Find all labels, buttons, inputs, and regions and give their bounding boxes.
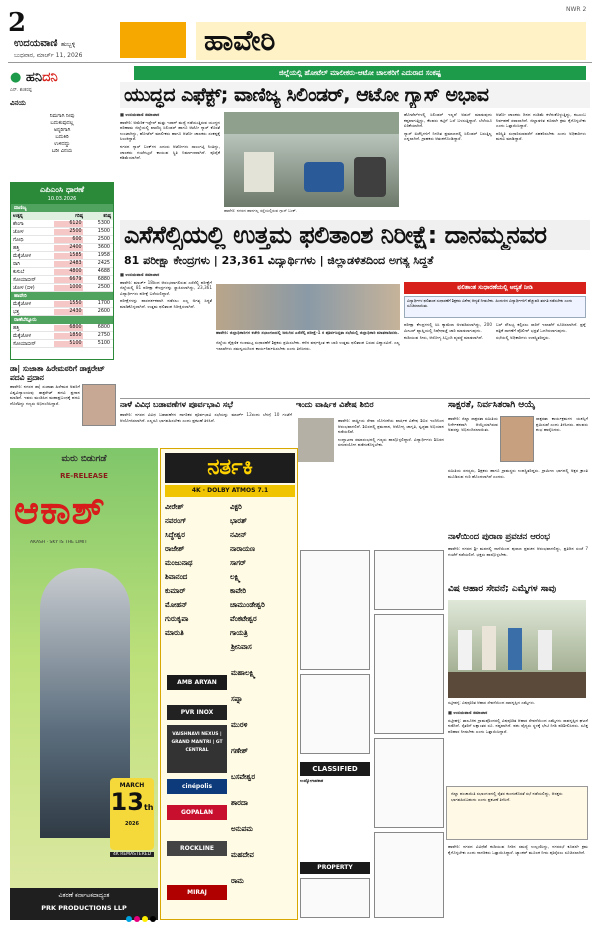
market-row: ಹತ್ತಿ 2400 3600 bbox=[11, 244, 113, 252]
page-number: 2 bbox=[8, 8, 27, 38]
theatre-name: ಮಾರುತಿ bbox=[165, 629, 184, 637]
market-row: ಕುಸುಬೆ 4800 4688 bbox=[11, 268, 113, 276]
movie-producer: ವಿತರಣೆ ಕರ್ನಾಟಕದಾದ್ಯಂತ PRK PRODUCTIONS LLP bbox=[10, 888, 158, 920]
info-strip: ವಿದ್ಯಾರ್ಥಿಗಳ ಫಲಿತಾಂಶ ಸುಧಾರಣೆಗೆ ಶಿಕ್ಷಕರು ವಿಶೇಷ ಆದ್ಯತೆ ನೀಡಬೇಕು. ಹಿಂದುಳಿದ ವಿದ್ಯಾರ್ಥಿಗಳಿಗೆ ಹೆಚ್ಚುವರಿ ತರಗತಿ ನಡೆಸಬೇಕು ಎಂದು ಸೂಚಿಸಲಾಯಿತು. bbox=[404, 296, 586, 318]
market-row: ಜೋಳ 2500 1500 bbox=[11, 228, 113, 236]
theatre-row bbox=[165, 501, 295, 513]
market-row: ಶೇಂಗಾ 6120 5300 bbox=[11, 220, 113, 228]
market-row: ಹತ್ತಿ 6800 6800 bbox=[11, 324, 113, 332]
classified-label: CLASSIFIED bbox=[300, 762, 370, 776]
doctorate-photo bbox=[82, 384, 116, 426]
sslc-headline: ಎಸೆಸೆಲ್ಸಿಯಲ್ಲಿ ಉತ್ತಮ ಫಲಿತಾಂಶ ನಿರೀಕ್ಷೆ: ದಾನಮ್ಮನವರ bbox=[120, 220, 590, 250]
classified-ad-box bbox=[300, 878, 370, 918]
theatre-row bbox=[231, 693, 295, 705]
theatre-name: ಶಾರದಾ bbox=[231, 799, 249, 807]
theatre-row bbox=[165, 585, 295, 597]
theatre-row bbox=[231, 823, 295, 835]
theatre-row bbox=[231, 849, 295, 861]
market-row: ಮೆಕ್ಕೆಜೋಳ 1585 1958 bbox=[11, 252, 113, 260]
classified-ad-box bbox=[374, 614, 444, 734]
theatre-name: ಚಾಮುಂಡೇಶ್ವರಿ bbox=[230, 601, 265, 609]
theatre-row bbox=[231, 641, 295, 653]
notice-box: ಜಿಲ್ಲಾ ಪಂಚಾಯಿತಿ ಸಭಾಂಗಣದಲ್ಲಿ ರೈತರ ಕುಂದುಕೊರತೆ ಸಭೆ ನಡೆಯಲಿದ್ದು, ಆಸಕ್ತರು ಭಾಗವಹಿಸಬಹುದು ಎಂದು ಪ್ರಕಟಣೆ ತಿಳಿಸಿದೆ. bbox=[446, 786, 588, 840]
theatre-name: ಅನುಪಮ bbox=[231, 825, 253, 833]
buffalo-photo bbox=[448, 600, 586, 698]
theatre-name: ಲಕ್ಷ್ಮಿ bbox=[230, 573, 241, 581]
chain-logo: PVR INOX bbox=[167, 705, 227, 720]
visha-body: ■ ಉದಯವಾಣಿ ಸಮಾಚಾರ ರಟ್ಟೀಹಳ್ಳಿ: ತಾಲೂಕಿನ ಗ್ರಾಮವೊಂದರಲ್ಲಿ ವಿಷಪೂರಿತ ಆಹಾರ ಸೇವನೆಯಿಂದ ಎಮ್ಮೆಗಳು ಸಾವನ್ನಪ್ಪಿದ ಘಟನೆ ನಡೆದಿದೆ. ರೈತರಿಗೆ ಲಕ್ಷಾಂತರ ರೂ. ನಷ್ಟವಾಗಿದೆ. ಪಶು ವೈದ್ಯರು ಸ್ಥಳಕ್ಕೆ ಭೇಟಿ ನೀಡಿ ಪರಿಶೀಲಿಸಿದರು. ಸೂಕ್ತ ಪರಿಹಾರ ನೀಡಬೇಕು ಎಂದು ಒತ್ತಾಯಿಸಿದ್ದಾರೆ. bbox=[448, 710, 588, 734]
date-line: ಬುಧವಾರ, ಮಾರ್ಚ್ 11, 2026 bbox=[14, 52, 83, 59]
registration-dot bbox=[142, 916, 148, 922]
gas-bunk-photo bbox=[224, 112, 399, 207]
market-row: ಭತ್ತ 2430 2600 bbox=[11, 308, 113, 316]
chain-logo: MIRAJ bbox=[167, 885, 227, 900]
apmc-market-rates bbox=[10, 182, 114, 360]
theatre-name: ಕುಮಾರ್ bbox=[165, 587, 186, 595]
registration-dot bbox=[126, 916, 132, 922]
hanidani-header: ● ಹನಿದನಿ ಎನ್. ಶಂಕರಪ್ಪ bbox=[10, 70, 58, 93]
movie-rerelease-kn: ಮರು ಬಿಡುಗಡೆ bbox=[61, 454, 107, 464]
market-section: ಹಾವೇರಿ bbox=[11, 292, 113, 300]
indu-photo bbox=[298, 418, 334, 462]
theatre-name: ಮೋಹನ್ bbox=[165, 601, 188, 609]
sslc-photo-caption: ಹಾವೇರಿ: ಜಿಲ್ಲಾಧಿಕಾರಿಗಳ ಕಚೇರಿ ಸಭಾಂಗಣದಲ್ಲಿ ಜರುಗಿದ ಎಸೆಸೆಲ್ಸಿ ಪರೀಕ್ಷೆ-1 ರ ಪೂರ್ವಸಿದ್ಧತಾ ಸಭೆಯಲ್ಲಿ ಜಿಲ್ಲಾಧಿಕಾರಿ ಮಾತನಾಡಿದರು. bbox=[216, 330, 399, 335]
divider bbox=[120, 398, 590, 399]
main-kicker: ಜಿಲ್ಲೆಯಲ್ಲಿ ಹೋಟೆಲ್ ಮಾಲೀಕರು-ಆಟೋ ಚಾಲಕರಿಗೆ ಎದುರಾದ ಸಂಕಷ್ಟ bbox=[134, 66, 586, 80]
city-tag-block bbox=[120, 22, 186, 58]
edition-tag: NWR 2 bbox=[566, 6, 587, 13]
theatre-name: ಮಹದೇವ bbox=[231, 851, 254, 859]
main-headline: ಯುದ್ಧದ ಎಫೆಕ್ಟ್; ವಾಣಿಜ್ಯ ಸಿಲಿಂಡರ್, ಆಟೋ ಗ್ಯಾಸ್ ಅಭಾವ bbox=[120, 82, 590, 108]
saksharate-headline: ಸಾಕ್ಷರತೆ, ನಿರ್ವಸಿತರಾಗಿ ಆಯ್ಕೆ bbox=[448, 400, 536, 410]
market-row: ಜೋಳ (ಬಿಳಿ) 1000 2500 bbox=[11, 284, 113, 292]
saksh-body-3: ಸಮಿತಿಯ ಸದಸ್ಯರು, ಶಿಕ್ಷಕರು ಹಾಗೂ ಗ್ರಾಮಸ್ಥರು ಉಪಸ್ಥಿತರಿದ್ದರು. ಗ್ರಾಮೀಣ ಭಾಗದಲ್ಲಿ ಅಕ್ಷರ ಕ್ರಾಂತಿ ಮೂಡಿಸುವ ಗುರಿ ಹೊಂದಲಾಗಿದೆ ಎಂದರು. bbox=[448, 468, 588, 479]
property-label: PROPERTY bbox=[300, 862, 370, 874]
theatre-name: ಸಪ್ನಾ bbox=[231, 695, 243, 703]
theatre-name: ಗುರುಕೃಪಾ bbox=[165, 615, 189, 623]
buffalo-caption: ರಟ್ಟೀಹಳ್ಳಿ: ವಿಷಪೂರಿತ ಆಹಾರ ಸೇವನೆಯಿಂದ ಸಾವನ್ನಪ್ಪಿದ ಎಮ್ಮೆಗಳು. bbox=[448, 700, 536, 705]
theatre-row bbox=[165, 529, 295, 541]
classified-ad-box bbox=[374, 738, 444, 828]
theatre-name: ನವರಂಗ್ bbox=[165, 517, 187, 525]
theatre-name: ಮುರಳಿ bbox=[231, 721, 248, 729]
saksharate-photo bbox=[500, 416, 534, 462]
theatre-name: ಗಾಯತ್ರಿ bbox=[230, 629, 248, 637]
bottom-body: ಹಾವೇರಿ: ನಗರದ ವಿವಿಧೆಡೆ ಕುಡಿಯುವ ನೀರಿನ ಸಮಸ್ಯೆ ಉಲ್ಬಣಿಸಿದ್ದು, ನಗರಸಭೆ ಕೂಡಲೇ ಕ್ರಮ ಕೈಗೊಳ್ಳಬೇಕು ಎಂದು ನಾಗರಿಕರು ಒತ್ತಾಯಿಸಿದ್ದಾರೆ. ಟ್ಯಾಂಕರ್ ಮೂಲಕ ನೀರು ಪೂರೈಸಲು ಸೂಚಿಸಲಾಗಿದೆ. bbox=[448, 844, 588, 855]
remastered-tag: 4K REMASTERED bbox=[110, 852, 154, 857]
purana-headline: ನಾಳೆಯಿಂದ ಪುರಾಣ ಪ್ರವಚನ ಆರಂಭ bbox=[448, 532, 550, 542]
registration-dot bbox=[150, 916, 156, 922]
theatre-name: ವೀರೇಶ್ bbox=[165, 503, 184, 511]
theatre-name: ಭಾರತ್ bbox=[230, 517, 247, 525]
chain-list: VAISHNAVI NEXUS | GRAND MANTRI | GT CENTRAL bbox=[167, 725, 227, 773]
indu-headline: ಇಂದು ವಾರ್ಷಿಕ ವಿಶೇಷ ಶಿಬಿರ bbox=[296, 400, 374, 409]
main-story-col-3: ಹೋಟೆಲ್‌ಗಳಲ್ಲಿ ಸಿಲಿಂಡರ್ ಇಲ್ಲದೆ ಅಡುಗೆ ಮಾಡುವುದು ಕಷ್ಟವಾಗುತ್ತಿದ್ದು, ಕೆಲವರು ಕಟ್ಟಿಗೆ ಒಲೆ ಬಳಸುತ್ತಿದ್ದಾರೆ. ಬೆಲೆಯೂ ಏರಿಕೆಯಾಗಿದೆ. ಗ್ಯಾಸ್ ಏಜೆನ್ಸಿಗಳಿಗೆ ನಿಗದಿತ ಪ್ರಮಾಣದಲ್ಲಿ ಸಿಲಿಂಡರ್ ಬರುತ್ತಿಲ್ಲ ಎನ್ನಲಾಗಿದೆ. ಗ್ರಾಹಕರು ಆತಂಕಗೊಂಡಿದ್ದಾರೆ. bbox=[404, 112, 492, 142]
sslc-col-1: ■ ಉದಯವಾಣಿ ಸಮಾಚಾರ ಹಾವೇರಿ: ಮಾರ್ಚ್ 18ರಿಂದ ಆರಂಭವಾಗಲಿರುವ ಎಸೆಸೆಲ್ಸಿ ಪರೀಕ್ಷೆಗೆ ಜಿಲ್ಲೆಯಲ್ಲಿ 81 ಪರೀಕ್ಷಾ ಕೇಂದ್ರಗಳನ್ನು ಸ್ಥಾಪಿಸಲಾಗಿದ್ದು, 23,361 ವಿದ್ಯಾರ್ಥಿಗಳು ಪರೀಕ್ಷೆ ಬರೆಯಲಿದ್ದಾರೆ. ಪರೀಕ್ಷೆಗಳನ್ನು ಪಾರದರ್ಶಕವಾಗಿ ನಡೆಸಲು ಎಲ್ಲ ಅಗತ್ಯ ಸಿದ್ಧತೆ ಮಾಡಿಕೊಳ್ಳಲಾಗಿದೆ. ಉತ್ತಮ ಫಲಿತಾಂಶ ನಿರೀಕ್ಷಿಸಲಾಗಿದೆ. bbox=[120, 272, 212, 309]
main-photo-caption: ಹಾವೇರಿ: ನಗರದ ಹಾನಗಲ್ಲ ರಸ್ತೆಯಲ್ಲಿರುವ ಗ್ಯಾಸ್ ಬಂಕ್. bbox=[224, 208, 298, 213]
sslc-col-2: ಜಿಲ್ಲೆಯ ಶೈಕ್ಷಣಿಕ ಗುಣಮಟ್ಟ ಸುಧಾರಣೆಗೆ ಶಿಕ್ಷಕರು ಶ್ರಮಿಸಬೇಕು. ಕಳೆದ ವರ್ಷಕ್ಕಿಂತ ಈ ಬಾರಿ ಉತ್ತಮ ಫಲಿತಾಂಶ ಬರುವ ವಿಶ್ವಾಸವಿದೆ. ಎಲ್ಲ ಇಲಾಖೆಗಳು ಸಮನ್ವಯದಿಂದ ಕಾರ್ಯನಿರ್ವಹಿಸಬೇಕು ಎಂದು ತಿಳಿಸಿದರು. bbox=[216, 340, 400, 351]
registration-dot bbox=[134, 916, 140, 922]
theatre-row bbox=[231, 667, 295, 679]
theatre-row bbox=[231, 745, 295, 757]
theatre-row bbox=[165, 599, 295, 611]
theatre-name: ನವೀನ್ bbox=[230, 531, 247, 539]
market-row: ಸೋಯಾಬೀನ್ 6679 6880 bbox=[11, 276, 113, 284]
theatre-row bbox=[231, 875, 295, 887]
theatre-4k-tag: 4K · DOLBY ATMOS 7.1 bbox=[165, 485, 295, 497]
sslc-red-box: ಫಲಿತಾಂಶ ಸುಧಾರಣೆಯಲ್ಲಿ ಆದ್ಯತೆ ನೀಡಿ bbox=[404, 282, 586, 294]
chain-logo: GOPALAN bbox=[167, 805, 227, 820]
market-row: ರಾಗಿ 2483 2425 bbox=[11, 260, 113, 268]
sslc-meeting-photo bbox=[216, 284, 400, 330]
classified-ad-box bbox=[374, 550, 444, 610]
theatre-row bbox=[165, 613, 295, 625]
sslc-col-3: ಪರೀಕ್ಷಾ ಕೇಂದ್ರಗಳಲ್ಲಿ ಸಿಸಿ ಕ್ಯಾಮೆರಾ ಅಳವಡಿಸಲಾಗಿದ್ದು, 200 ಮೀಟರ್ ವ್ಯಾಪ್ತಿಯಲ್ಲಿ ನಿಷೇಧಾಜ್ಞೆ ಜಾರಿ ಮಾಡಲಾಗುವುದು. ಕುಡಿಯುವ ನೀರು, ಆರೋಗ್ಯ ಸಿಬ್ಬಂದಿ ವ್ಯವಸ್ಥೆ ಮಾಡಲಾಗಿದೆ. bbox=[404, 322, 492, 341]
movie-ad bbox=[10, 448, 158, 920]
chain-logo: AMB ARYAN bbox=[167, 675, 227, 690]
theatre-name: ರಾಮ bbox=[231, 877, 244, 885]
market-section: ರಾಣೆಬೆನ್ನೂರು bbox=[11, 316, 113, 324]
theatre-main-title: ನರ್ತಕಿ bbox=[165, 453, 295, 483]
classified-ad-box bbox=[300, 674, 370, 754]
market-date: 10.03.2026 bbox=[11, 196, 113, 204]
theatre-name: ಶ್ರೀನಿವಾಸ bbox=[231, 643, 252, 651]
main-story-col-1: ■ ಉದಯವಾಣಿ ಸಮಾಚಾರ ಹಾವೇರಿ: ಅಮೆರಿಕ-ಇಸ್ರೇಲ್ ಮತ್ತು ಇರಾನ್ ಮಧ್ಯೆ ನಡೆಯುತ್ತಿರುವ ಯುದ್ಧದ ಪರಿಣಾಮ ಜಿಲ್ಲೆಯಲ್ಲಿ ವಾಣಿಜ್ಯ ಸಿಲಿಂಡರ್ ಹಾಗೂ ಆಟೋ ಗ್ಯಾಸ್ ಕೊರತೆ ಉಂಟಾಗಿದ್ದು, ಹೋಟೆಲ್ ಮಾಲೀಕರು ಹಾಗೂ ಆಟೋ ಚಾಲಕರು ಸಂಕಷ್ಟಕ್ಕೆ ಸಿಲುಕಿದ್ದಾರೆ. ನಗರದ ಗ್ಯಾಸ್ ಬಂಕ್‌ಗಳ ಎದುರು ಆಟೋಗಳು ಸಾಲುಗಟ್ಟಿ ನಿಂತಿದ್ದು, ಚಾಲಕರು ಗಂಟೆಗಟ್ಟಲೆ ಕಾಯುವ ಸ್ಥಿತಿ ನಿರ್ಮಾಣವಾಗಿದೆ. ಪೂರೈಕೆ ಕಡಿಮೆಯಾಗಿದೆ. bbox=[120, 112, 220, 161]
sslc-col-4: ಬಸ್ ಸೌಲಭ್ಯ ಕಲ್ಪಿಸಲು ಸಾರಿಗೆ ಇಲಾಖೆಗೆ ಸೂಚಿಸಲಾಗಿದೆ. ಪ್ರಶ್ನೆ ಪತ್ರಿಕೆ ಸಾಗಣೆಗೆ ಪೊಲೀಸ್ ಭದ್ರತೆ ಒದಗಿಸಲಾಗುವುದು. ಸಭೆಯಲ್ಲಿ ಅಧಿಕಾರಿಗಳು ಉಪಸ್ಥಿತರಿದ್ದರು. bbox=[496, 322, 586, 341]
theatre-name: ರಾಜೇಶ್ bbox=[165, 545, 185, 553]
classified-ad-box bbox=[374, 832, 444, 918]
theatre-name: ಕಾವೇರಿ bbox=[230, 587, 247, 595]
theatre-name: ಮಂಜುನಾಥ bbox=[165, 559, 193, 567]
market-row: ಗೋಧಿ 600 2500 bbox=[11, 236, 113, 244]
theatre-row bbox=[231, 771, 295, 783]
visha-headline: ವಿಷ ಆಹಾರ ಸೇವನೆ; ಎಮ್ಮೆಗಳ ಸಾವು bbox=[448, 584, 557, 594]
market-title: ಎಪಿಎಂಸಿ ಧಾರಣೆ bbox=[11, 183, 113, 196]
market-row: ಮೆಕ್ಕೆಜೋಳ 1550 1700 bbox=[11, 300, 113, 308]
saksh-body-2: ಸಾಕ್ಷರತಾ ಕಾರ್ಯಕ್ರಮಗಳ ಯಶಸ್ಸಿಗೆ ಶ್ರಮಿಸುವೆ ಎಂದು ತಿಳಿಸಿದರು. ಹಲವರು ಶುಭ ಹಾರೈಸಿದರು. bbox=[536, 416, 588, 433]
chain-logo: ROCKLINE bbox=[167, 841, 227, 856]
movie-title: ಆಕಾಶ್ bbox=[14, 488, 106, 532]
theatre-name: ಸಾಗರ್ bbox=[230, 559, 246, 567]
hanidani-icon: ● bbox=[10, 70, 22, 85]
nale-body: ಹಾವೇರಿ: ನಗರದ ವಿವಿಧ ಬಡಾವಣೆಗಳ ನಾಗರಿಕರ ಪೂರ್ವಭಾವಿ ಸಭೆಯನ್ನು ಮಾರ್ಚ್ 12ರಂದು ಬೆಳಗ್ಗೆ 10 ಗಂಟೆಗೆ ಆಯೋಜಿಸಲಾಗಿದೆ. ಎಲ್ಲರೂ ಭಾಗವಹಿಸಬೇಕು ಎಂದು ಪ್ರಕಟಣೆ ತಿಳಿಸಿದೆ. bbox=[120, 412, 292, 423]
theatre-row bbox=[231, 719, 295, 731]
saksh-body-1: ಹಾವೇರಿ: ಜಿಲ್ಲಾ ಸಾಕ್ಷರತಾ ಸಮಿತಿಯ ನಿರ್ದೇಶಕರಾಗಿ ಆಯ್ಕೆಯಾಗಿರುವ ಅವರನ್ನು ಅಭಿನಂದಿಸಲಾಯಿತು. bbox=[448, 416, 498, 433]
main-story-col-4: ಆಟೋ ಚಾಲಕರು ದಿನದ ದುಡಿಮೆ ಕಳೆದುಕೊಳ್ಳುತ್ತಿದ್ದು, ಕುಟುಂಬ ನಿರ್ವಹಣೆ ಸವಾಲಾಗಿದೆ. ಜಿಲ್ಲಾಡಳಿತ ಕೂಡಲೇ ಕ್ರಮ ಕೈಗೊಳ್ಳಬೇಕು ಎಂದು ಒತ್ತಾಯಿಸಿದ್ದಾರೆ. ಪರಿಸ್ಥಿತಿ ಸುಧಾರಿಸುವವರೆಗೆ ಸಹಕರಿಸಬೇಕು ಎಂದು ಅಧಿಕಾರಿಗಳು ಮನವಿ ಮಾಡಿದ್ದಾರೆ. bbox=[496, 112, 586, 142]
nale-headline: ನಾಳೆ ವಿವಿಧ ಬಡಾವಣೆಗಳ ಪೂರ್ವಭಾವಿ ಸಭೆ bbox=[120, 400, 233, 409]
theatre-row bbox=[231, 797, 295, 809]
market-section: ವಾಣಿಜ್ಯ bbox=[11, 204, 113, 212]
paper-name: ಉದಯವಾಣಿ ಹುಬ್ಬಳ್ಳಿ bbox=[14, 38, 76, 49]
theatre-row bbox=[165, 627, 295, 639]
market-col-labels: ಉತ್ಪನ್ನ ಗರಿಷ್ಠ ಕನಿಷ್ಠ bbox=[13, 214, 111, 219]
classified-column bbox=[300, 550, 444, 920]
theatre-name: ಸಿದ್ಧೇಶ್ವರ bbox=[165, 531, 185, 539]
hanidani-poem: ವಿನಯ ನಿಮಗಾಗಿ ನೀವು ಬದುಕುವುದಲ್ಲ ಅನ್ಯರಿಗಾಗಿ ಬದುಕಿರಿ ಉಳಿದದ್ದು ಬರೀ ವಿನಯ bbox=[10, 100, 75, 154]
theatre-row bbox=[165, 515, 295, 527]
classified-ad-box bbox=[300, 550, 370, 670]
movie-tagline: AKASH · SKY IS THE LIMIT bbox=[30, 540, 88, 545]
theatre-row bbox=[165, 571, 295, 583]
classified-sub: ಉದ್ಯೋಗಾವಕಾಶ bbox=[300, 778, 324, 783]
theatre-row bbox=[165, 557, 295, 569]
theatre-name: ಮಹಾಲಕ್ಷ್ಮಿ bbox=[231, 669, 256, 677]
theatre-row bbox=[165, 543, 295, 555]
theatre-name: ಗಣೇಶ್ bbox=[231, 747, 249, 755]
theatre-name: ವೆಂಕಟೇಶ್ವರ bbox=[230, 615, 257, 623]
market-row: ಸೋಯಾಬೀನ್ 5100 5100 bbox=[11, 340, 113, 348]
chain-logo: cinépolis bbox=[167, 779, 227, 794]
purana-body: ಹಾವೇರಿ: ನಗರದ ಶ್ರೀ ಮಠದಲ್ಲಿ ನಾಳೆಯಿಂದ ಪುರಾಣ ಪ್ರವಚನ ಆರಂಭವಾಗಲಿದ್ದು, ಪ್ರತಿದಿನ ಸಂಜೆ 7 ಗಂಟೆಗೆ ನಡೆಯಲಿದೆ. ಭಕ್ತರು ಪಾಲ್ಗೊಳ್ಳಬೇಕು. bbox=[448, 546, 588, 557]
theatre-name: ಶಿವಾನಂದ bbox=[165, 573, 188, 581]
market-row: ಮೆಕ್ಕೆಜೋಳ 1850 2750 bbox=[11, 332, 113, 340]
theatre-name: ಬಸವೇಶ್ವರ bbox=[231, 773, 256, 781]
release-date-badge: MARCH 13th 2026 bbox=[110, 778, 154, 850]
theatre-name: ವಿಕ್ಟರಿ bbox=[230, 503, 242, 511]
doctorate-headline: ಡಾ| ಸುಜಾತಾ ಹಿರೇಮಠರಿಗೆ ಡಾಕ್ಟರೇಟ್ ಪದವಿ ಪ್ರದಾನ bbox=[10, 364, 105, 382]
movie-rerelease-en: RE-RELEASE bbox=[60, 472, 108, 480]
indu-body: ಹಾವೇರಿ: ರಾಷ್ಟ್ರೀಯ ಸೇವಾ ಯೋಜನೆಯ ವಾರ್ಷಿಕ ವಿಶೇಷ ಶಿಬಿರ ಇಂದಿನಿಂದ ಆರಂಭವಾಗಲಿದೆ. ಶಿಬಿರದಲ್ಲಿ ಶ್ರಮದಾನ, ಆರೋಗ್ಯ ಜಾಗೃತಿ, ಸ್ವಚ್ಛತಾ ಅಭಿಯಾನ ನಡೆಯಲಿವೆ. ಉದ್ಘಾಟನಾ ಸಮಾರಂಭದಲ್ಲಿ ಗಣ್ಯರು ಪಾಲ್ಗೊಳ್ಳಲಿದ್ದಾರೆ. ವಿದ್ಯಾರ್ಥಿಗಳು ಶಿಬಿರದ ಸದುಪಯೋಗ ಪಡೆದುಕೊಳ್ಳಬೇಕು. bbox=[338, 418, 444, 448]
theatre-list-ad bbox=[160, 448, 298, 920]
divider bbox=[8, 62, 592, 63]
theatre-name: ನಾರಾಯಣ bbox=[230, 545, 255, 553]
body-text: ಹಾವೇರಿ: ನಗರದ ಡಾ| ಸುಜಾತಾ ಹಿರೇಮಠ ಅವರಿಗೆ ವಿಶ್ವವಿದ್ಯಾಲಯವು ಡಾಕ್ಟರೇಟ್ ಪದವಿ ಪ್ರದಾನ ಮಾಡಿದೆ. ಇವರು ಮಂಡಿಸಿದ ಮಹಾಪ್ರಬಂಧಕ್ಕೆ ಪದವಿ ದೊರೆತಿದ್ದು ಗಣ್ಯರು ಅಭಿನಂದಿಸಿದ್ದಾರೆ. bbox=[10, 384, 80, 406]
sslc-subhead: 81 ಪರೀಕ್ಷಾ ಕೇಂದ್ರಗಳು | 23,361 ವಿದ್ಯಾರ್ಥಿಗಳು | ಜಿಲ್ಲಾಡಳಿತದಿಂದ ಅಗತ್ಯ ಸಿದ್ಧತೆ bbox=[124, 254, 434, 267]
city-title: ಹಾವೇರಿ bbox=[196, 22, 586, 60]
